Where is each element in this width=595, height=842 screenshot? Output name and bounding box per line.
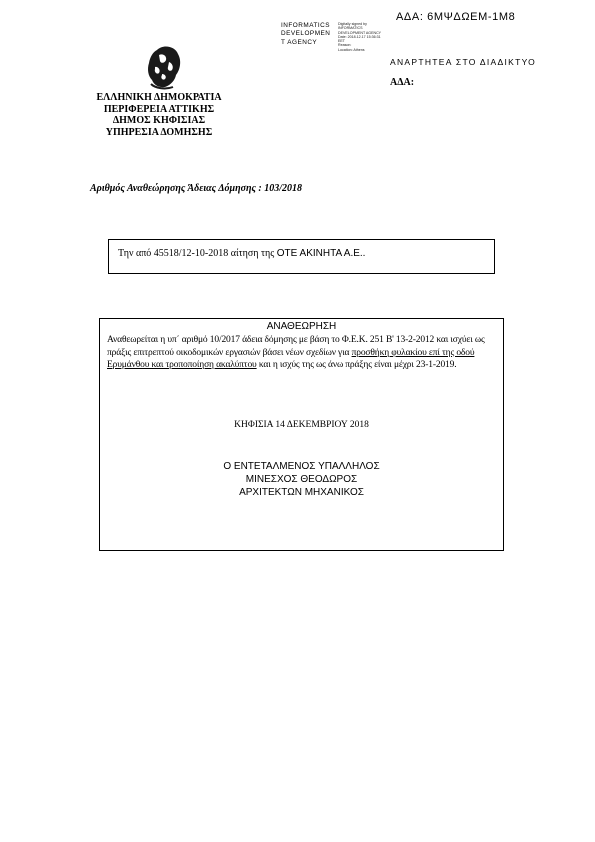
signatory-line: Ο ΕΝΤΕΤΑΛΜΕΝΟΣ ΥΠΑΛΛΗΛΟΣ <box>223 461 380 472</box>
revision-text-underlined: προσθήκη φυλακίου επί της οδού Ερυμάνθου και τροποποίηση ακαλύπτου <box>107 347 475 371</box>
revision-body <box>107 334 498 372</box>
permit-revision-number: Αριθμός Αναθεώρησης Άδειας Δόμησης : 103/2018 <box>90 183 303 194</box>
authority-line: ΥΠΗΡΕΣΙΑ ΔΟΜΗΣΗΣ <box>105 126 213 138</box>
signatory-line: ΜΙΝΕΣΧΟΣ ΘΕΟΔΩΡΟΣ <box>245 474 358 485</box>
authority-line: ΠΕΡΙΦΕΡΕΙΑ ΑΤΤΙΚΗΣ <box>103 103 215 115</box>
authority-line: ΕΛΛΗΝΙΚΗ ΔΗΜΟΚΡΑΤΙΑ <box>96 92 222 103</box>
request-applicant: ΟΤΕ ΑΚΙΝΗΤΑ Α.Ε.. <box>276 248 366 259</box>
stamp-detail-line: DEVELOPMENT AGENCY <box>338 30 382 35</box>
issuing-authority <box>84 92 234 138</box>
revision-text-part1: Αναθεωρείται η υπ΄ αριθμό 10/2017 άδεια δόμησης με βάση το Φ.Ε.Κ. 251 Β' 13-2-2012 και ισχύει ως πράξις επιτρεπτού οικοδομικών εργασιών βάσει νέων σχεδίων για <box>107 335 485 358</box>
stamp-detail-line: Location: Athens <box>338 47 365 52</box>
national-emblem-head-icon <box>143 44 185 91</box>
stamp-detail-line: INFORMATICS <box>338 26 363 31</box>
stamp-title-line: DEVELOPMEN <box>281 30 331 38</box>
stamp-detail-line: Date: 2018.12.17 15:36:31 <box>338 34 381 39</box>
digital-signature-stamp-title <box>281 22 330 47</box>
signatory-line: ΑΡΧΙΤΕΚΤΩΝ ΜΗΧΑΝΙΚΟΣ <box>239 487 364 498</box>
post-online-notice: ΑΝΑΡΤΗΤΕΑ ΣΤΟ ΔΙΑΔΙΚΤΥΟ <box>390 57 537 67</box>
authority-line: ΔΗΜΟΣ ΚΗΦΙΣΙΑΣ <box>112 115 206 127</box>
ada-code: ΑΔΑ: 6ΜΨΔΩΕΜ-1Μ8 <box>396 11 516 23</box>
revision-text-part2: και η ισχύς της ως άνω πράξης είναι μέχρι 23-1-2019. <box>256 360 457 371</box>
stamp-detail-line: Reason: <box>338 43 352 48</box>
issue-date: ΚΗΦΙΣΙΑ 14 ΔΕΚΕΜΒΡΙΟΥ 2018 <box>234 420 369 430</box>
stamp-title-line: T AGENCY <box>281 38 318 46</box>
digital-signature-details <box>338 22 381 52</box>
request-text <box>118 248 365 259</box>
ada-label: ΑΔΑ: <box>390 77 415 88</box>
revision-heading: ΑΝΑΘΕΩΡΗΣΗ <box>266 321 337 332</box>
request-prefix: Την από 45518/12-10-2018 αίτηση της <box>118 248 275 259</box>
stamp-title-line: INFORMATICS <box>281 22 331 29</box>
stamp-detail-line: EET <box>338 39 345 44</box>
stamp-detail-line: Digitally signed by <box>338 22 367 26</box>
signatory-block <box>99 460 504 499</box>
